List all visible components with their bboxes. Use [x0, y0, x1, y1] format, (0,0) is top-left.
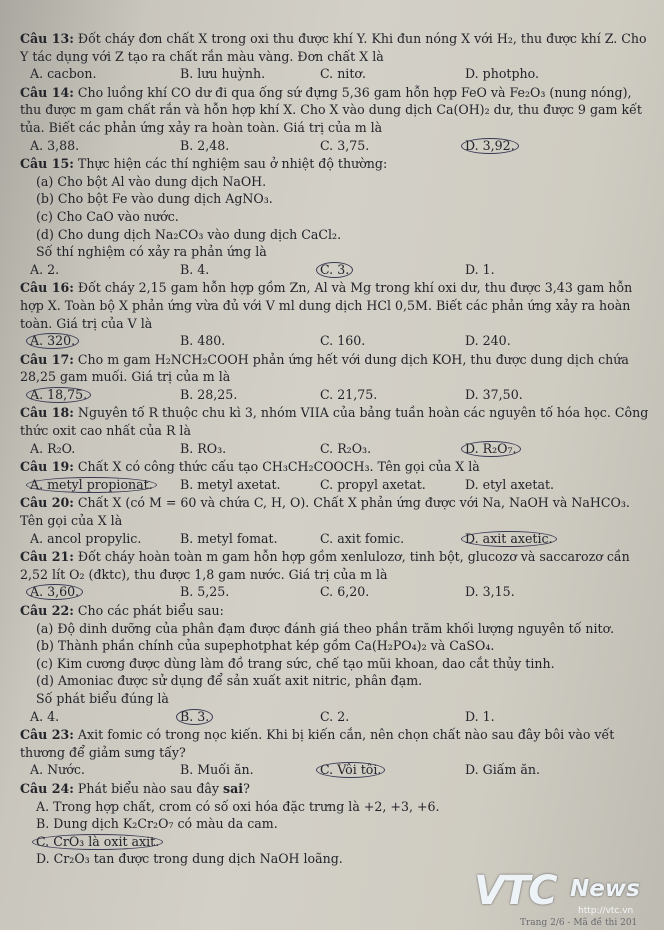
answer-text: B. 480.	[180, 333, 226, 349]
question-18	[8, 404, 656, 457]
answer-option	[8, 798, 656, 816]
question-number: Câu 14:	[20, 84, 74, 100]
circled-answer: A. 320.	[26, 333, 79, 349]
answer-option	[320, 761, 465, 779]
question-number: Câu 22:	[20, 603, 74, 618]
answer-text: C. 21,75.	[320, 386, 378, 402]
question-stem	[8, 726, 656, 761]
exam-page	[8, 30, 656, 868]
answer-option	[465, 137, 615, 155]
question-text: Đốt cháy hoàn toàn m gam hỗn hợp gồm xenlulozơ, tinh bột, glucozơ và saccarozơ cần 2,52 lít O₂ (đktc), thu được 1,8 gam nước. Giá trị của m là	[20, 549, 630, 582]
answer-option	[30, 332, 180, 350]
answer-text: C. 3,75.	[320, 137, 370, 153]
question-23	[8, 726, 656, 779]
question-stem	[8, 494, 656, 529]
answer-text: B. Muối ăn.	[180, 762, 254, 778]
answer-option	[180, 386, 320, 404]
answer-option	[30, 137, 180, 155]
answer-text: A. R₂O.	[30, 440, 76, 456]
question-number: Câu 17:	[20, 351, 74, 367]
answer-option	[180, 137, 320, 155]
answer-options	[8, 386, 656, 404]
question-number: Câu 20:	[20, 495, 74, 511]
answer-option	[320, 65, 465, 83]
question-keyword: sai	[223, 780, 244, 796]
answer-option	[465, 261, 615, 279]
question-text: Thực hiện các thí nghiệm sau ở nhiệt độ thường:	[77, 156, 388, 172]
answer-text: D. 37,50.	[465, 386, 523, 402]
answer-option	[320, 137, 465, 155]
page-footer: Trang 2/6 - Mã đề thi 201	[520, 918, 638, 928]
answer-text: D. Cr₂O₃ tan được trong dung dịch NaOH loãng.	[36, 851, 343, 867]
circled-answer: C. 3.	[316, 262, 353, 278]
answer-text: D. photpho.	[465, 66, 540, 82]
answer-option	[180, 530, 320, 548]
answer-option	[320, 583, 465, 601]
answer-options	[8, 761, 656, 779]
question-13	[8, 30, 656, 83]
answer-option	[320, 261, 465, 279]
answer-option	[320, 440, 465, 458]
logo-brand: VTC	[474, 868, 556, 914]
answer-options	[8, 137, 656, 155]
answer-text: A. 4.	[30, 708, 60, 724]
answer-text: B. 28,25.	[180, 386, 238, 402]
answer-option	[465, 65, 615, 83]
circled-answer: A. 3,60.	[26, 584, 83, 600]
circled-answer: D. axit axetic.	[461, 531, 557, 547]
answer-text: B. metyl axetat.	[180, 476, 281, 492]
question-16	[8, 279, 656, 349]
circled-answer: C. CrO₃ là oxit axit.	[32, 834, 163, 850]
question-text: Nguyên tố R thuộc chu kì 3, nhóm VIIA của bảng tuần hoàn các nguyên tố hóa học. Công thức oxit cao nhất của R là	[20, 405, 649, 439]
question-stem	[8, 84, 656, 137]
answer-options	[8, 708, 656, 726]
answer-options	[8, 261, 656, 279]
statement-item: (d) Cho dung dịch Na₂CO₃ vào dung dịch CaCl₂.	[36, 226, 342, 242]
answer-option	[30, 476, 180, 494]
question-stem	[8, 279, 656, 332]
answer-option	[320, 708, 465, 726]
answer-text: D. Giấm ăn.	[465, 762, 541, 778]
question-stem	[8, 780, 656, 798]
answer-options	[8, 332, 656, 350]
statement-item: (d) Amoniac được sử dụng để sản xuất axit nitric, phân đạm.	[36, 673, 423, 689]
answer-text: D. 1.	[465, 261, 495, 277]
answer-options	[8, 476, 656, 494]
question-text: Phát biểu nào sau đây	[77, 780, 224, 796]
answer-text: A. Nước.	[30, 762, 85, 778]
question-stem	[8, 30, 656, 65]
answer-text: A. cacbon.	[30, 66, 97, 82]
answer-text: C. propyl axetat.	[320, 476, 426, 492]
question-21	[8, 548, 656, 601]
circled-answer: C. Vôi tôi.	[316, 762, 385, 778]
question-number: Câu 21:	[20, 549, 74, 565]
answer-text: D. 1.	[465, 708, 495, 724]
answer-text: B. RO₃.	[180, 440, 227, 456]
statement-item: (c) Kim cương được dùng làm đồ trang sức, chế tạo mũi khoan, dao cắt thủy tinh.	[36, 655, 555, 671]
answer-option	[8, 833, 656, 851]
question-text: Đốt cháy 2,15 gam hỗn hợp gồm Zn, Al và Mg trong khí oxi dư, thu được 3,43 gam hỗn hợp X. Toàn bộ X phản ứng vừa đủ với V ml dung dịch HCl 0,5M. Biết các phản ứng xảy ra hoàn toàn. Giá trị của V là	[20, 280, 633, 331]
question-text: Chất X (có M = 60 và chứa C, H, O). Chất X phản ứng được với Na, NaOH và NaHCO₃. Tên gọi của X là	[20, 495, 630, 529]
answer-option	[320, 332, 465, 350]
answer-option	[465, 332, 615, 350]
statement-item: (b) Thành phần chính của supephotphat kép gồm Ca(H₂PO₄)₂ và CaSO₄.	[36, 638, 495, 654]
answer-option	[180, 332, 320, 350]
question-number: Câu 19:	[20, 459, 74, 475]
answer-text: C. 6,20.	[320, 584, 370, 600]
answer-option	[465, 761, 615, 779]
answer-text: C. axit fomic.	[320, 530, 405, 546]
question-text: Cho luồng khí CO dư đi qua ống sứ đựng 5,36 gam hỗn hợp FeO và Fe₂O₃ (nung nóng), thu được m gam chất rắn và hỗn hợp khí X. Cho X vào dung dịch Ca(OH)₂ dư, thu được 9 gam kết tủa. Biết các phản ứng xảy ra hoàn toàn. Giá trị của m là	[20, 84, 642, 135]
question-number: Câu 15:	[20, 156, 74, 172]
answer-text: B. 2,48.	[180, 137, 230, 153]
circled-answer: B. 3.	[176, 709, 213, 725]
answer-text: B. lưu huỳnh.	[180, 66, 266, 82]
answer-option	[30, 761, 180, 779]
answer-option	[465, 583, 615, 601]
answer-options	[8, 440, 656, 458]
answer-option	[465, 708, 615, 726]
question-number: Câu 24:	[20, 780, 74, 796]
question-text: Chất X có công thức cấu tạo CH₃CH₂COOCH₃. Tên gọi của X là	[77, 459, 480, 475]
vtc-news-logo	[474, 866, 654, 922]
circled-answer: D. 3,92.	[461, 138, 519, 154]
answer-text: C. 160.	[320, 333, 366, 349]
logo-news: News	[570, 876, 640, 902]
answer-option	[30, 261, 180, 279]
answer-text: A. 3,88.	[30, 137, 80, 153]
answer-option	[180, 261, 320, 279]
answer-option	[180, 761, 320, 779]
answer-option	[465, 440, 615, 458]
answer-text: B. 4.	[180, 261, 210, 277]
question-number: Câu 16:	[20, 280, 74, 296]
answer-option	[30, 530, 180, 548]
answer-option	[465, 530, 615, 548]
answer-option	[8, 815, 656, 833]
answer-text: D. 3,15.	[465, 584, 515, 600]
answer-option	[180, 440, 320, 458]
answer-option	[465, 476, 615, 494]
answer-option	[320, 476, 465, 494]
answer-option	[30, 440, 180, 458]
question-stem	[8, 351, 656, 386]
question-text: Axit fomic có trong nọc kiến. Khi bị kiến cắn, nên chọn chất nào sau đây bôi vào vết thương để giảm sưng tấy?	[20, 727, 615, 760]
question-stem	[8, 404, 656, 439]
question-text: Đốt cháy đơn chất X trong oxi thu được khí Y. Khi đun nóng X với H₂, thu được khí Z. Cho Y tác dụng với Z tạo ra chất rắn màu vàng. Đơn chất X là	[20, 31, 647, 64]
circled-answer: D. R₂O₇.	[461, 441, 521, 457]
answer-text: A. ancol propylic.	[30, 530, 142, 546]
statement-item: (a) Độ dinh dưỡng của phân đạm được đánh giá theo phần trăm khối lượng nguyên tố nitơ.	[36, 620, 615, 636]
answer-options	[8, 530, 656, 548]
answer-option	[320, 386, 465, 404]
question-stem	[8, 548, 656, 583]
question-20	[8, 494, 656, 547]
answer-text: A. Trong hợp chất, crom có số oxi hóa đặc trưng là +2, +3, +6.	[36, 798, 440, 814]
question-prompt: Số phát biểu đúng là	[36, 690, 169, 706]
question-number: Câu 23:	[20, 727, 74, 743]
question-stem	[8, 155, 656, 173]
question-19	[8, 458, 656, 493]
answer-text: B. Dung dịch K₂Cr₂O₇ có màu da cam.	[36, 816, 278, 832]
answer-text: C. R₂O₃.	[320, 440, 372, 456]
circled-answer: A. 18,75.	[26, 387, 91, 403]
question-text-end: ?	[243, 780, 250, 796]
answer-text: A. 2.	[30, 261, 60, 277]
answer-option	[30, 65, 180, 83]
answer-text: B. 5,25.	[180, 584, 230, 600]
question-22	[8, 602, 656, 725]
question-17	[8, 351, 656, 404]
answer-text: B. metyl fomat.	[180, 530, 278, 546]
circled-answer: A. metyl propionat.	[26, 477, 157, 493]
statement-item: (b) Cho bột Fe vào dung dịch AgNO₃.	[36, 191, 273, 207]
answer-option	[180, 476, 320, 494]
question-15	[8, 155, 656, 278]
answer-option	[180, 65, 320, 83]
answer-options	[8, 65, 656, 83]
question-24	[8, 780, 656, 868]
question-number: Câu 13:	[20, 31, 74, 46]
answer-options	[8, 583, 656, 601]
question-prompt: Số thí nghiệm có xảy ra phản ứng là	[36, 244, 267, 260]
answer-text: C. 2.	[320, 708, 350, 724]
answer-option	[180, 583, 320, 601]
answer-option	[320, 530, 465, 548]
statement-item: (c) Cho CaO vào nước.	[36, 208, 179, 224]
question-number: Câu 18:	[20, 405, 74, 421]
answer-text: D. etyl axetat.	[465, 476, 555, 492]
question-14	[8, 84, 656, 154]
logo-url: http://vtc.vn	[578, 906, 634, 916]
answer-option	[180, 708, 320, 726]
answer-text: D. 240.	[465, 333, 511, 349]
answer-option	[30, 708, 180, 726]
statement-item: (a) Cho bột Al vào dung dịch NaOH.	[36, 173, 267, 189]
answer-option	[465, 386, 615, 404]
question-text: Cho m gam H₂NCH₂COOH phản ứng hết với dung dịch KOH, thu được dung dịch chứa 28,25 gam muối. Giá trị của m là	[20, 351, 629, 385]
answer-option	[30, 583, 180, 601]
question-stem	[8, 458, 656, 476]
question-stem	[8, 602, 656, 620]
answer-option	[30, 386, 180, 404]
answer-text: C. nitơ.	[320, 66, 366, 82]
question-text: Cho các phát biểu sau:	[77, 603, 224, 618]
